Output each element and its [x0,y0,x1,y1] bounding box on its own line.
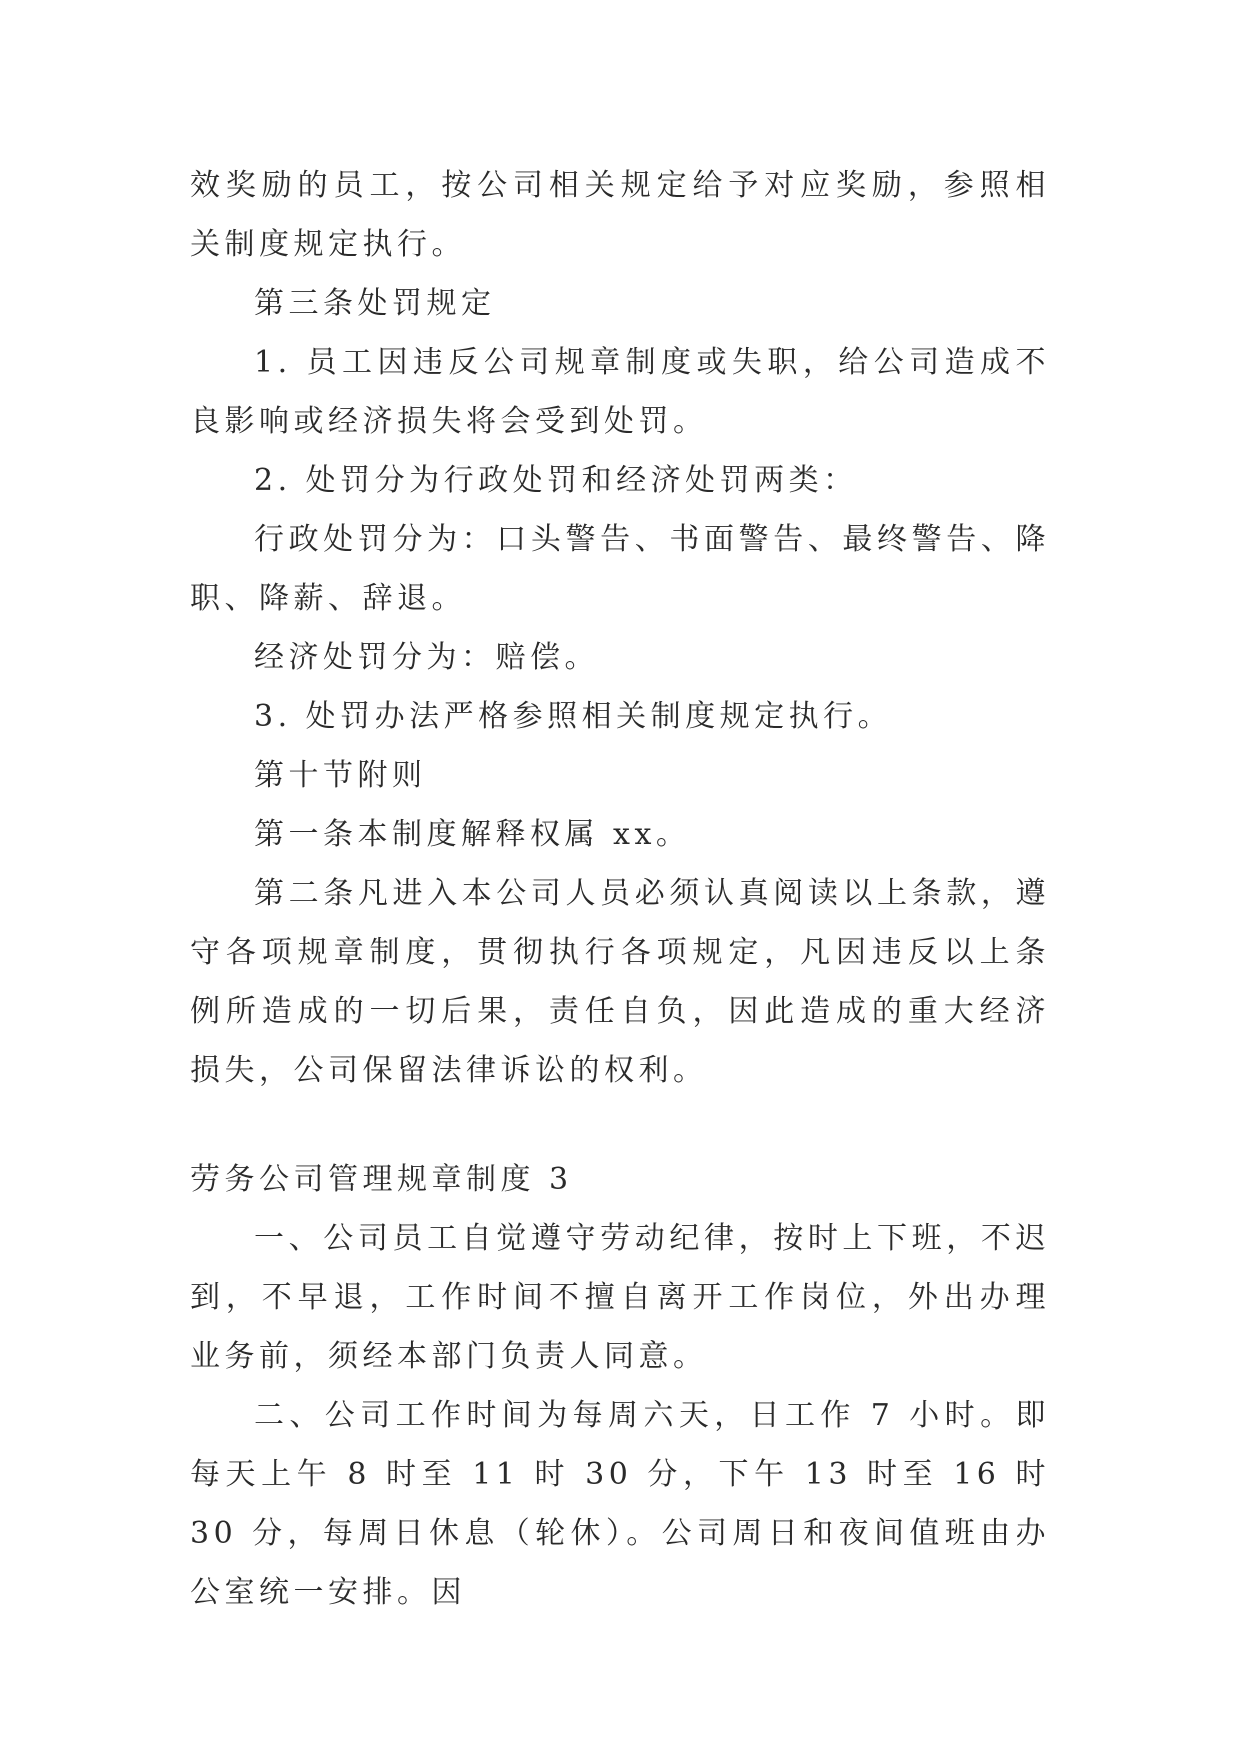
heading-section-10-supplementary: 第十节附则 [254,758,427,793]
paragraph-penalty-item-2: 2. 处罚分为行政处罚和经济处罚两类： [254,463,858,498]
paragraph-administrative-penalty: 行政处罚分为：口头警告、书面警告、最终警告、降职、降薪、辞退。 [190,522,1050,616]
document-body [190,156,1050,1622]
paragraph-article-2-compliance: 第二条凡进入本公司人员必须认真阅读以上条款，遵守各项规章制度，贯彻执行各项规定，凡因违反以上条例所造成的一切后果，责任自负，因此造成的重大经济损失，公司保留法律诉讼的权利。 [190,876,1050,1088]
paragraph-article-1-interpretation: 第一条本制度解释权属 xx。 [254,817,691,852]
paragraph-rule-2-working-hours: 二、公司工作时间为每周六天，日工作 7 小时。即每天上午 8 时至 11 时 30 分，下午 13 时至 16 时 30 分，每周日休息（轮休）。公司周日和夜间值班由办公室统一安排。因 [190,1398,1050,1610]
paragraph-penalty-item-1: 1. 员工因违反公司规章制度或失职，给公司造成不良影响或经济损失将会受到处罚。 [190,345,1050,439]
paragraph-rule-1-discipline: 一、公司员工自觉遵守劳动纪律，按时上下班，不迟到，不早退，工作时间不擅自离开工作岗位，外出办理业务前，须经本部门负责人同意。 [190,1221,1050,1374]
section-spacer [190,1100,1050,1150]
paragraph-penalty-item-3: 3. 处罚办法严格参照相关制度规定执行。 [254,699,893,734]
paragraph-reward-continuation: 效奖励的员工，按公司相关规定给予对应奖励，参照相关制度规定执行。 [190,168,1050,262]
paragraph-economic-penalty: 经济处罚分为：赔偿。 [254,640,599,675]
section-title: 劳务公司管理规章制度 3 [190,1162,573,1197]
heading-article-3-penalty: 第三条处罚规定 [254,286,496,321]
